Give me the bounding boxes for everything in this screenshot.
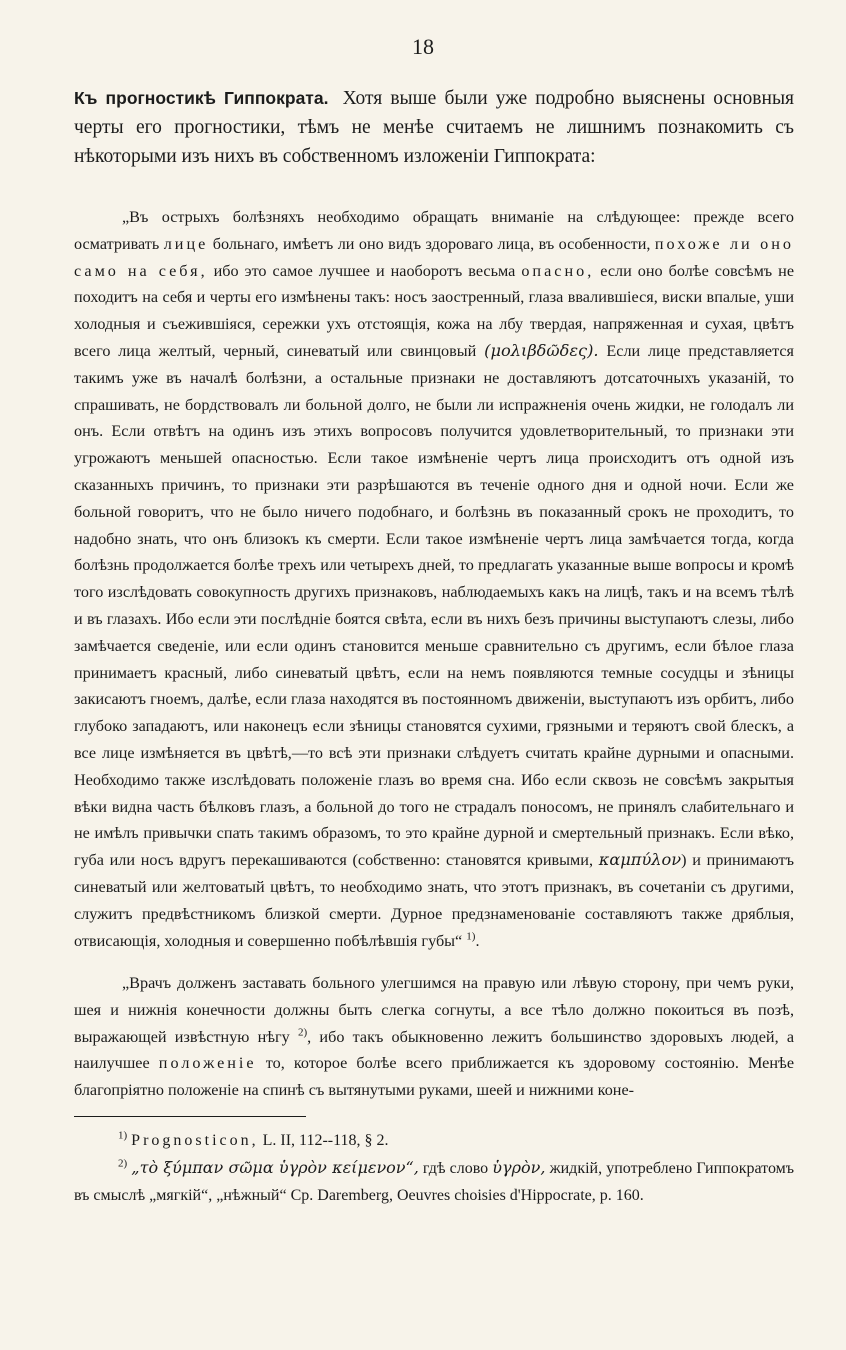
quote2-part2: , ибо такъ обыкновенно лежитъ большинство здоровыхъ людей, а наилучшее: [74, 1027, 795, 1073]
footnote-1-mark: 1): [118, 1129, 128, 1142]
quote1-greek1: (μολιβδῶδες).: [484, 340, 599, 360]
footnotes: [74, 1127, 794, 1209]
footnote-2-mark: 2): [118, 1157, 128, 1170]
footnote-1: [74, 1127, 794, 1154]
quote1-spaced1: лице: [163, 234, 209, 253]
quote1-part6: ) и принимаютъ синеватый или желтоватый цвѣтъ, то необходимо знать, что этотъ признакъ, въ сочетаніи съ другими, служитъ предвѣстникомъ близкой смерти. Дурное предзнаменованіе составляютъ также дряблыя, отвисающія, холодныя и совершенно побѣлѣвшія губы“: [74, 851, 794, 950]
quote2-part1: „Врачъ долженъ заставать больного улегшимся на правую или лѣвую сторону, при чемъ руки, шея и нижнія конечности должны быть слегка согнуты, а все тѣло должно покоиться въ позѣ, выражающей извѣстную нѣгу: [74, 974, 794, 1046]
quote2-part3: то, которое болѣе всего приближается къ здоровому состоянію. Менѣе благопріятно положеніе на спинѣ съ вытянутыми руками, шеей и нижними коне-: [74, 1054, 795, 1100]
quote1-spaced2: похоже ли оно само на себя,: [74, 234, 794, 280]
footnote-2-text1: гдѣ слово: [422, 1160, 489, 1177]
footnote-2-text2: жидкій, употреблено Гиппократомъ въ смыслѣ „мягкій“, „нѣжный“ Ср. Daremberg, Oeuvres choisies d'Hippocrate, p. 160.: [74, 1160, 795, 1204]
quote1-part4: если оно болѣе совсѣмъ не походитъ на себя и черты его измѣнены такъ: носъ заостренный, глаза ввалившіеся, виски впалые, уши холодныя и съежившіяся, сережки ухъ отстоящія, кожа на лбу твердая, напряженная и сухая, цвѣтъ всего лица желтый, черный, синеватый или свинцовый: [74, 261, 795, 360]
page-number: 18: [412, 34, 434, 59]
section-heading: Къ прогностикѣ Гиппократа.: [74, 88, 329, 108]
quote-paragraph-1: „Въ острыхъ болѣзняхъ необходимо обращать вниманіе на слѣдующее: прежде всего осматривать лице больнаго, имѣетъ ли оно видъ здороваго лица, въ особенности, похоже ли оно само на себя, ибо это самое лучшее и наоборотъ весьма опасно, если оно болѣе совсѣмъ не походитъ на себя и черты его измѣнены такъ: носъ заостренный, глаза ввалившіеся, виски впалые, уши холодныя и съежившіяся, сережки ухъ отстоящія, кожа на лбу твердая, напряженная и сухая, цвѣтъ всего лица желтый, черный, синеватый или свинцовый (μολιβδῶδες). Если лице представляется такимъ уже въ началѣ болѣзни, а остальные признаки не доставляютъ дотсаточныхъ указаній, то спрашивать, не бордствовалъ ли больной долго, не были ли испражненія очень жидки, не голодалъ ли онъ. Если отвѣтъ на одинъ изъ этихъ вопросовъ получится удовлетворительный, то признаки эти угрожаютъ меньшей опасностью. Если такое измѣненіе чертъ лица происходитъ отъ одной изъ сказанныхъ причинъ, то признаки эти разрѣшаются въ теченіе одного дня и одной ночи. Если же больной говоритъ, что не было ничего подобнаго, и болѣзнь въ показанный срокъ не проходитъ, то надобно знать, что онъ близокъ къ смерти. Если такое измѣненіе чертъ лица замѣчается тогда, когда болѣзнь продолжается болѣе трехъ или четырехъ дней, то предлагать указанные выше вопросы и кромѣ того изслѣдовать совокупность другихъ признаковъ, наблюдаемыхъ какъ на лицѣ, такъ и на всемъ тѣлѣ и въ глазахъ. Ибо если эти послѣдніе боятся свѣта, если въ нихъ безъ причины выступаютъ слезы, либо замѣчается сведеніе, или если одинъ становится меньше сравнительно съ другимъ, если бѣлое глаза принимаетъ красный, либо синеватый цвѣтъ, если на немъ появляются темные сосудцы и зѣницы закисаютъ гноемъ, далѣе, если глаза находятся въ постоянномъ движеніи, выступаютъ изъ орбитъ, либо глубоко западаютъ, или наконецъ если зѣницы становятся сухими, грязными и теряютъ свой блескъ, а все лице измѣняется въ цвѣтѣ,—то всѣ эти признаки слѣдуетъ считать крайне дурными и опасными. Необходимо также изслѣдовать положеніе глазъ во время сна. Ибо если сквозь не совсѣмъ закрытыя вѣки видна часть бѣлковъ глазъ, а больной до того не страдалъ поносомъ, не принялъ слабительнаго и не имѣлъ привычки спать такимъ образомъ, то это крайне дурной и смертельный признакъ. Если вѣко, губа или носъ вдругъ перекашиваются (собственно: становятся кривыми, καμπύλον) и принимаютъ синеватый или желтоватый цвѣтъ, то необходимо знать, что этотъ признакъ, въ сочетаніи съ другими, служитъ предвѣстникомъ близкой смерти. Дурное предзнаменованіе составляютъ также дряблыя, отвисающія, холодныя и совершенно побѣлѣвшія губы“ $^{1)}$.: [74, 208, 795, 950]
quote1-part5: Если лице представляется такимъ уже въ началѣ болѣзни, а остальные признаки не доставляютъ дотсаточныхъ указаній, то спрашивать, не бордствовалъ ли больной долго, не были ли испражненія очень жидки, не голодалъ ли онъ. Если отвѣтъ на одинъ изъ этихъ вопросовъ получится удовлетворительный, то признаки эти угрожаютъ меньшей опасностью. Если такое измѣненіе чертъ лица происходитъ отъ одной изъ сказанныхъ причинъ, то признаки эти разрѣшаются въ теченіе одного дня и одной ночи. Если же больной говоритъ, что не было ничего подобнаго, и болѣзнь въ показанный срокъ не проходитъ, то надобно знать, что онъ близокъ къ смерти. Если такое измѣненіе чертъ лица замѣчается тогда, когда болѣзнь продолжается болѣе трехъ или четырехъ дней, то предлагать указанные выше вопросы и кромѣ того изслѣдовать совокупность другихъ признаковъ, наблюдаемыхъ какъ на лицѣ, такъ и на всемъ тѣлѣ и въ глазахъ. Ибо если эти послѣдніе боятся свѣта, если въ нихъ безъ причины выступаютъ слезы, либо замѣчается сведеніе, или если одинъ становится меньше сравнительно съ другимъ, если бѣлое глаза принимаетъ красный, либо синеватый цвѣтъ, если на немъ появляются темные сосудцы и зѣницы закисаютъ гноемъ, далѣе, если глаза находятся въ постоянномъ движеніи, выступаютъ изъ орбитъ, либо глубоко западаютъ, или наконецъ если зѣницы становятся сухими, грязными и теряютъ свой блескъ, а все лице измѣняется въ цвѣтѣ,—то всѣ эти признаки слѣдуетъ считать крайне дурными и опасными. Необходимо также изслѣдовать положеніе глазъ во время сна. Ибо если сквозь не совсѣмъ закрытыя вѣки видна часть бѣлковъ глазъ, а больной до того не страдалъ поносомъ, не принялъ слабительнаго и не имѣлъ привычки спать такимъ образомъ, то это крайне дурной и смертельный признакъ. Если вѣко, губа или носъ вдругъ перекашиваются (собственно: становятся кривыми,: [74, 341, 794, 870]
footnote-2-greek: „τὸ ξύμπαν σῶμα ὑγρὸν κείμενον“,: [131, 1158, 419, 1177]
quote1-part2: больнаго, имѣетъ ли оно видъ здороваго лица, въ особенности,: [212, 234, 651, 253]
quote-paragraph-2: [74, 970, 794, 1104]
footnote-1-title: Prognosticon,: [131, 1132, 259, 1149]
intro-text: Хотя выше были уже подробно выяснены основныя черты его прогностики, тѣмъ не менѣе считаемъ не лишнимъ познакомить съ нѣкоторыми изъ нихъ въ собственномъ изложеніи Гиппократа:: [74, 88, 795, 167]
footnote-2: [74, 1154, 794, 1209]
quote1-greek2: καμπύλον: [598, 850, 682, 870]
quote1-part3: ибо это самое лучшее и наоборотъ весьма: [213, 261, 516, 280]
quote1-part1: „Въ острыхъ болѣзняхъ необходимо обращать вниманіе на слѣдующее: прежде всего осматривать: [74, 208, 794, 253]
quote2-spaced: положеніе: [158, 1054, 257, 1073]
quote1-spaced3: опасно,: [521, 261, 595, 280]
footnote-divider: [74, 1116, 306, 1117]
footnote-1-text: L. II, 112--118, § 2.: [262, 1132, 389, 1149]
intro-paragraph: [74, 84, 794, 171]
footnote-2-greek2: ὑγρὸν,: [492, 1158, 546, 1177]
footnote-ref-2[interactable]: 2): [298, 1026, 308, 1039]
footnote-ref-1[interactable]: 1): [466, 930, 476, 943]
